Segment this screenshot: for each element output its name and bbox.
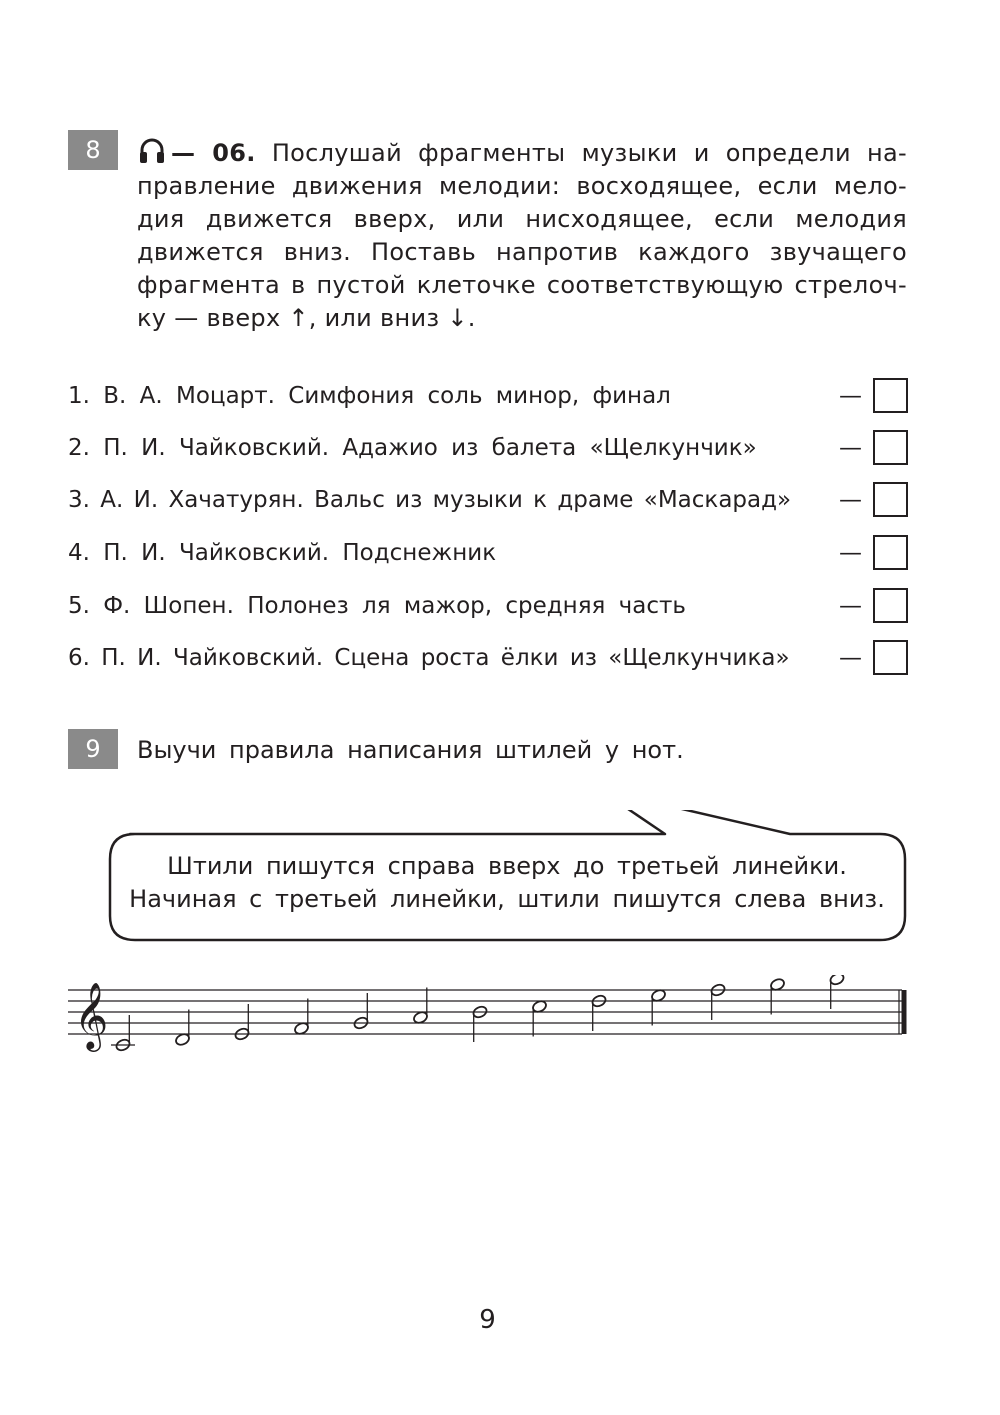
task-9-badge: 9 [68,729,118,769]
list-item [68,482,908,518]
headphones-icon [137,136,167,166]
list-item [68,535,908,571]
dash: — [839,435,862,461]
task-8-instructions [137,136,907,335]
staff-lines [68,990,902,1034]
item-label: 6. П. И. Чайковский. Сцена роста ёлки из «Щелкунчика» [68,645,790,671]
list-item [68,640,908,676]
half-note [531,999,547,1036]
item-label: 2. П. И. Чайковский. Адажио из балета «Щелкунчик» [68,435,757,461]
music-staff [60,975,920,1065]
dash: — [839,487,862,513]
half-note [650,988,666,1025]
list-item [68,378,908,414]
answer-box[interactable] [873,482,908,517]
list-item [68,430,908,466]
item-label: 3. А. И. Хачатурян. Вальс из музыки к драме «Маскарад» [68,487,792,513]
dash: — [839,645,862,671]
half-note [293,999,309,1036]
dash: — [839,383,862,409]
answer-box[interactable] [873,588,908,623]
item-label: 1. В. А. Моцарт. Симфония соль минор, финал [68,383,671,409]
instruction-line: дия движется вверх, или нисходящее, если мелодия [137,205,907,233]
answer-box[interactable] [873,430,908,465]
item-label: 5. Ф. Шопен. Полонез ля мажор, средняя часть [68,593,686,619]
rule-line: Штили пишутся справа вверх до третьей линейки. [167,852,847,880]
notes [111,975,845,1052]
list-item [68,588,908,624]
instruction-line: правление движения мелодии: восходящее, если мело- [137,172,907,200]
answer-box[interactable] [873,378,908,413]
instruction-line: Послушай фрагменты музыки и определи на- [271,139,907,167]
dash: — [839,540,862,566]
half-note [829,975,845,1009]
treble-clef-icon: 𝄞 [74,981,109,1049]
task-8-badge: 8 [68,130,118,170]
half-note [174,1010,190,1047]
instruction-line: ку — вверх ↑, или вниз ↓. [137,304,476,332]
half-note [769,977,785,1014]
answer-box[interactable] [873,640,908,675]
task-9-instructions: Выучи правила написания штилей у нот. [137,736,684,764]
dash: — [839,593,862,619]
item-label: 4. П. И. Чайковский. Подснежник [68,540,497,566]
bubble-text [112,850,902,916]
half-note [412,988,428,1025]
instruction-line: фрагмента в пустой клеточке соответствующую стрелоч- [137,271,907,299]
track-number: — 06. [171,139,256,167]
rule-line: Начиная с третьей линейки, штили пишутся слева вниз. [129,885,885,913]
instruction-line: движется вниз. Поставь напротив каждого звучащего [137,238,907,266]
answer-box[interactable] [873,535,908,570]
page-number: 9 [479,1305,496,1335]
